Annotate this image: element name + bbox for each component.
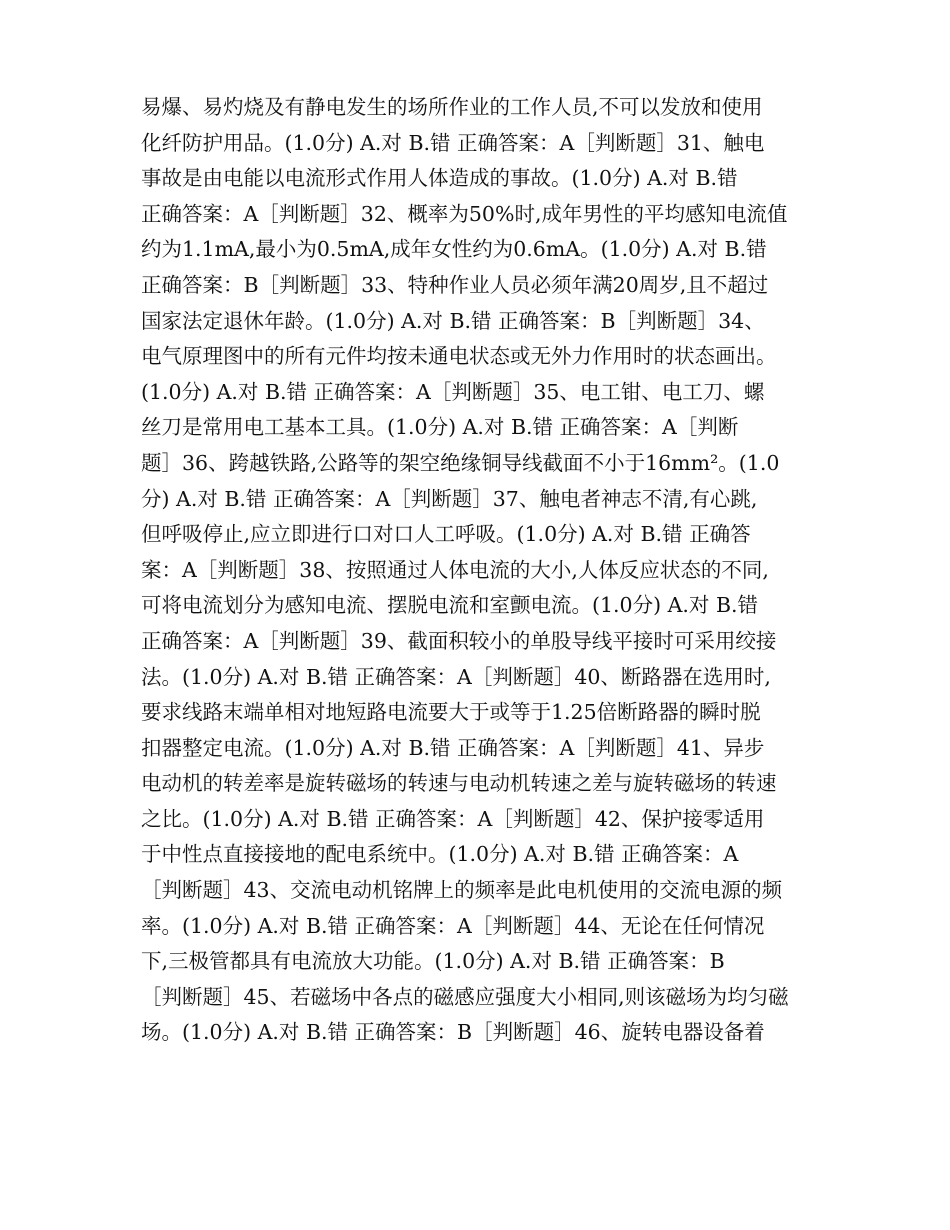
text-line-9: (1.0分) A.对 B.错 正确答案：A［判断题］35、电工钳、电工刀、螺 bbox=[141, 379, 765, 404]
text-line-20: 电动机的转差率是旋转磁场的转速与电动机转速之差与旋转磁场的转速 bbox=[141, 771, 777, 796]
text-line-26: ［判断题］45、若磁场中各点的磁感应强度大小相同,则该磁场为均匀磁 bbox=[141, 984, 789, 1009]
question-text-block bbox=[141, 90, 821, 1051]
text-line-15: 可将电流划分为感知电流、摆脱电流和室颤电流。(1.0分) A.对 B.错 bbox=[141, 593, 759, 618]
text-line-27: 场。(1.0分) A.对 B.错 正确答案：B［判断题］46、旋转电器设备着 bbox=[141, 1020, 765, 1045]
text-line-2: 化纤防护用品。(1.0分) A.对 B.错 正确答案：A［判断题］31、触电 bbox=[141, 130, 765, 155]
text-line-11: 题］36、跨越铁路,公路等的架空绝缘铜导线截面不小于16mm²。(1.0 bbox=[141, 450, 780, 475]
text-line-5: 约为1.1mA,最小为0.5mA,成年女性约为0.6mA。(1.0分) A.对 B.错 bbox=[141, 237, 767, 262]
text-line-8: 电气原理图中的所有元件均按未通电状态或无外力作用时的状态画出。 bbox=[141, 344, 777, 369]
text-line-12: 分) A.对 B.错 正确答案：A［判断题］37、触电者神志不清,有心跳, bbox=[141, 486, 758, 511]
text-line-25: 下,三极管都具有电流放大功能。(1.0分) A.对 B.错 正确答案：B bbox=[141, 949, 725, 974]
text-line-17: 法。(1.0分) A.对 B.错 正确答案：A［判断题］40、断路器在选用时, bbox=[141, 664, 771, 689]
text-line-19: 扣器整定电流。(1.0分) A.对 B.错 正确答案：A［判断题］41、异步 bbox=[141, 735, 765, 760]
text-line-22: 于中性点直接接地的配电系统中。(1.0分) A.对 B.错 正确答案：A bbox=[141, 842, 739, 867]
text-line-23: ［判断题］43、交流电动机铭牌上的频率是此电机使用的交流电源的频 bbox=[141, 878, 783, 903]
text-line-16: 正确答案：A［判断题］39、截面积较小的单股导线平接时可采用绞接 bbox=[141, 628, 777, 653]
text-line-3: 事故是由电能以电流形式作用人体造成的事故。(1.0分) A.对 B.错 bbox=[141, 166, 738, 191]
text-line-6: 正确答案：B［判断题］33、特种作业人员必须年满20周岁,且不超过 bbox=[141, 272, 769, 297]
text-line-7: 国家法定退休年龄。(1.0分) A.对 B.错 正确答案：B［判断题］34、 bbox=[141, 308, 765, 333]
text-line-24: 率。(1.0分) A.对 B.错 正确答案：A［判断题］44、无论在任何情况 bbox=[141, 913, 765, 938]
text-line-18: 要求线路末端单相对地短路电流要大于或等于1.25倍断路器的瞬时脱 bbox=[141, 700, 761, 725]
text-line-14: 案：A［判断题］38、按照通过人体电流的大小,人体反应状态的不同, bbox=[141, 557, 769, 582]
text-line-1: 易爆、易灼烧及有静电发生的场所作业的工作人员,不可以发放和使用 bbox=[141, 95, 763, 119]
text-line-10: 丝刀是常用电工基本工具。(1.0分) A.对 B.错 正确答案：A［判断 bbox=[141, 415, 739, 440]
text-line-4: 正确答案：A［判断题］32、概率为50%时,成年男性的平均感知电流值 bbox=[141, 201, 788, 226]
text-line-13: 但呼吸停止,应立即进行口对口人工呼吸。(1.0分) A.对 B.错 正确答 bbox=[141, 522, 751, 547]
text-line-21: 之比。(1.0分) A.对 B.错 正确答案：A［判断题］42、保护接零适用 bbox=[141, 806, 765, 831]
